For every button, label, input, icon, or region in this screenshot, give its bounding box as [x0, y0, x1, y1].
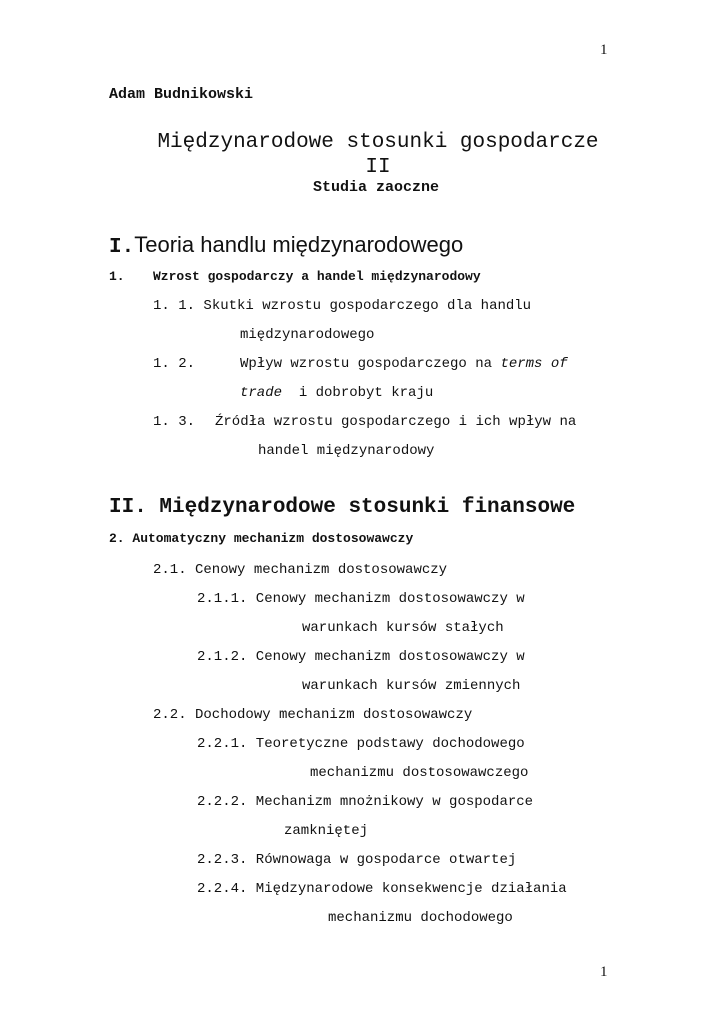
- item-2-2-3-line1: 2.2.3. Równowaga w gospodarce otwartej: [197, 852, 517, 868]
- item-1-2-line1-text: Wpływ wzrostu gospodarczego na: [240, 356, 501, 372]
- section1-number: 1.: [109, 269, 125, 284]
- item-2-2-2-line2: zamkniętej: [284, 823, 369, 839]
- item-1-2-line2: [240, 385, 433, 401]
- page-number-top: 1: [600, 42, 608, 58]
- item-1-2-line2-text: i dobrobyt kraju: [282, 385, 434, 401]
- item-1-2-number: 1. 2.: [153, 356, 196, 372]
- subsection-2-1: 2.1. Cenowy mechanizm dostosowawczy: [153, 562, 448, 578]
- section2-title: 2. Automatyczny mechanizm dostosowawczy: [109, 531, 414, 546]
- page-number-bottom: 1: [600, 964, 608, 980]
- item-2-1-2-line1: 2.1.2. Cenowy mechanizm dostosowawczy w: [197, 649, 525, 665]
- item-1-2-terms-of: terms of: [500, 356, 568, 372]
- part1-heading-prefix: I.: [109, 236, 135, 259]
- item-1-3-line1: Źródła wzrostu gospodarczego i ich wpływ na: [215, 414, 577, 430]
- item-2-1-1-line2: warunkach kursów stałych: [302, 620, 504, 636]
- part1-heading-text: Teoria handlu międzynarodowego: [134, 232, 464, 257]
- item-1-3-number: 1. 3.: [153, 414, 196, 430]
- item-1-2-trade: trade: [240, 385, 283, 401]
- document-subtitle: Studia zaoczne: [312, 179, 440, 196]
- author-name: Adam Budnikowski: [109, 86, 254, 103]
- item-1-3-line2: handel międzynarodowy: [258, 443, 435, 459]
- item-2-2-4-line2: mechanizmu dochodowego: [328, 910, 513, 926]
- item-1-1-number: 1. 1.: [153, 298, 196, 314]
- item-2-1-2-line2: warunkach kursów zmiennych: [302, 678, 521, 694]
- part1-heading: [109, 232, 463, 259]
- item-2-2-1-line2: mechanizmu dostosowawczego: [310, 765, 529, 781]
- part2-heading: II. Międzynarodowe stosunki finansowe: [109, 496, 576, 519]
- item-2-2-4-line1: 2.2.4. Międzynarodowe konsekwencje działania: [197, 881, 567, 897]
- document-title-line1: Międzynarodowe stosunki gospodarcze: [157, 131, 599, 154]
- item-2-1-1-line1: 2.1.1. Cenowy mechanizm dostosowawczy w: [197, 591, 525, 607]
- item-1-1: [153, 298, 531, 314]
- item-1-2-line1: [240, 356, 568, 372]
- item-1-1-line1: Skutki wzrostu gospodarczego dla handlu: [203, 298, 532, 314]
- item-2-2-2-line1: 2.2.2. Mechanizm mnożnikowy w gospodarce: [197, 794, 534, 810]
- section1-title: Wzrost gospodarczy a handel międzynarodowy: [153, 269, 481, 284]
- item-1-1-line2: międzynarodowego: [240, 327, 375, 343]
- subsection-2-2: 2.2. Dochodowy mechanizm dostosowawczy: [153, 707, 473, 723]
- document-title-line2: II: [365, 156, 391, 179]
- item-2-2-1-line1: 2.2.1. Teoretyczne podstawy dochodowego: [197, 736, 525, 752]
